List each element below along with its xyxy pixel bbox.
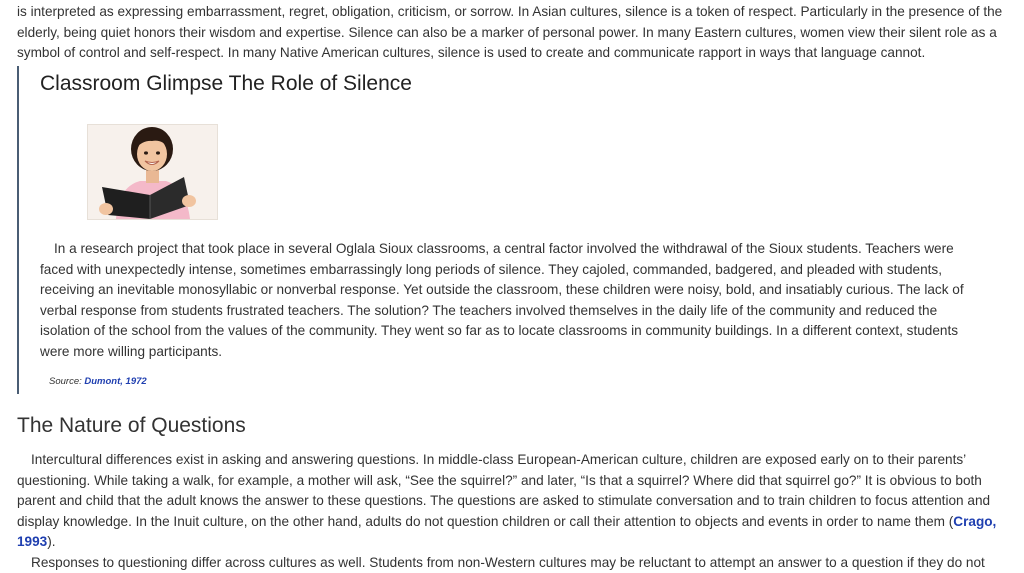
section-heading: The Nature of Questions (17, 414, 246, 437)
source-link[interactable]: Dumont, 1972 (84, 376, 147, 387)
source-label: Source: (49, 376, 85, 387)
paragraph-1-text: Intercultural differences exist in asking and answering questions. In middle-class European-American culture, children are exposed early on to their parents’ questioning. While taking a walk, for example, a mother will ask, “See the squirrel?” and later, “Is that a squirrel? Where did that squirrel go?” It is obvious to both parent and child that the adult knows the answer to these questions. The questions are asked to stimulate conversation and to train children to focus attention and display knowledge. In the Inuit culture, on the other hand, adults do not question children or call their attention to objects and events in order to name them ( (17, 452, 991, 529)
box-paragraph: In a research project that took place in several Oglala Sioux classrooms, a central factor involved the withdrawal of the Sioux students. Teachers were faced with unexpectedly intense, sometimes embarrassingly long periods of silence. They cajoled, commanded, badgered, and pleaded with students, receiving an inevitable monosyllabic or nonverbal response. Yet outside the classroom, these children were noisy, bold, and insatiably curious. The lack of verbal response from students frustrated teachers. The solution? The teachers involved themselves in the daily life of the community and reduced the isolation of the school from the values of the community. They went so far as to locate classrooms in community buildings. In a different context, students were more willing participants. (40, 241, 964, 359)
intro-paragraph: is interpreted as expressing embarrassment, regret, obligation, criticism, or sorrow. In Asian cultures, silence is a token of respect. Particularly in the presence of the elderly, being quiet honors their wisdom and expertise. Silence can also be a marker of personal power. In many Eastern cultures, women view their silent role as a symbol of control and self-respect. In many Native American cultures, silence is used to create and communicate rapport in ways that language cannot. (17, 4, 1003, 61)
body-paragraph-2: Responses to questioning differ across cultures as well. Students from non-Western cultures may be reluctant to attempt an answer to a question if they do not (31, 555, 985, 570)
citation-link[interactable]: Crago, 1993 (17, 513, 997, 550)
paragraph-1-end: ). (47, 534, 56, 550)
box-title: Classroom Glimpse The Role of Silence (40, 72, 412, 95)
classroom-glimpse-box (17, 66, 1009, 394)
body-paragraph-1 (17, 450, 1021, 553)
source-citation (49, 376, 147, 387)
girl-reading-photo (87, 124, 218, 220)
